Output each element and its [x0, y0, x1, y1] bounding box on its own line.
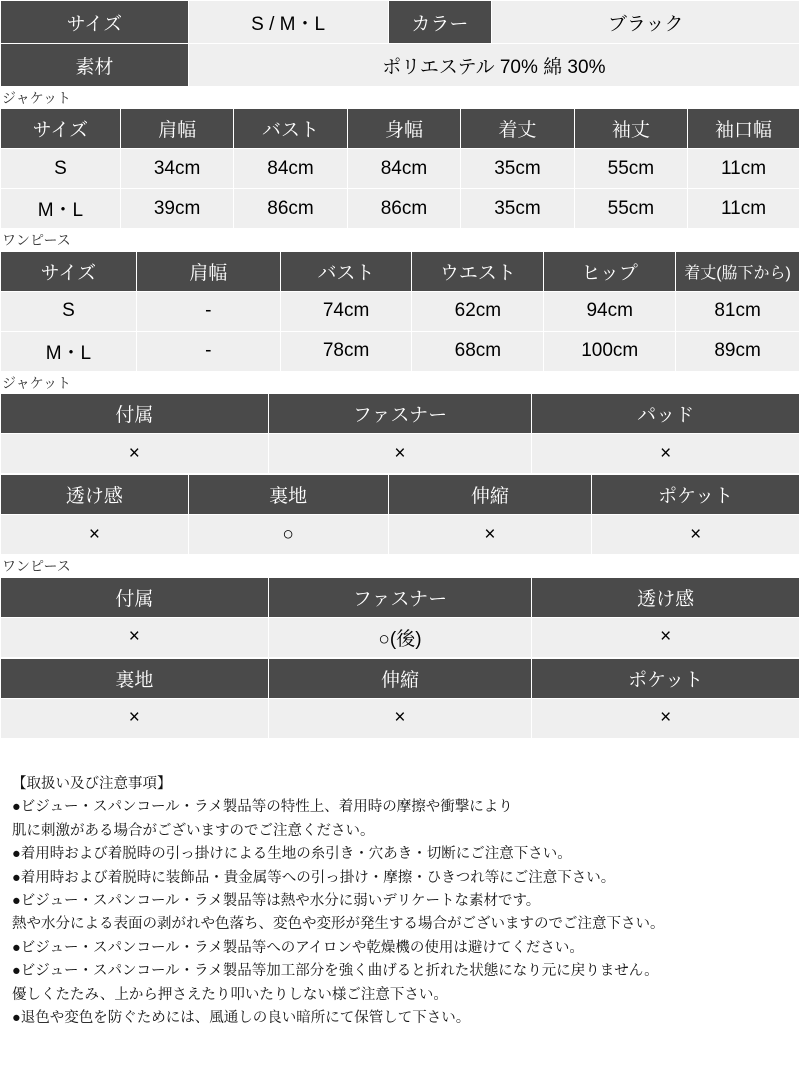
col-header: ファスナー	[268, 394, 532, 434]
jacket-spec-table	[0, 393, 800, 474]
col-header: ポケット	[532, 658, 800, 698]
table-row	[1, 291, 800, 331]
cell: 86cm	[234, 189, 347, 229]
table-row	[1, 189, 800, 229]
cell: 89cm	[676, 331, 800, 371]
table-row	[1, 577, 800, 617]
table-row	[1, 617, 800, 657]
care-note-line: ●ビジュー・スパンコール・ラメ製品等は熱や水分に弱いデリケートな素材です。	[12, 892, 541, 909]
col-header: 伸縮	[388, 475, 592, 515]
table-row	[1, 44, 800, 87]
jacket-spec-body-2	[1, 475, 800, 555]
care-note-line: ●着用時および着脱時に装飾品・貴金属等への引っ掛け・摩擦・ひきつれ等にご注意下さい。	[12, 869, 616, 886]
col-header: 身幅	[347, 109, 460, 149]
cell: 62cm	[412, 291, 544, 331]
onepiece-measurements-table	[0, 251, 800, 372]
size-header: サイズ	[1, 1, 189, 44]
table-row	[1, 1, 800, 44]
color-header: カラー	[388, 1, 492, 44]
jacket-measurements-table	[0, 108, 800, 229]
cell: ×	[1, 698, 269, 738]
material-header: 素材	[1, 44, 189, 87]
col-header: 肩幅	[136, 251, 280, 291]
col-header: 透け感	[532, 577, 800, 617]
cell: ×	[268, 434, 532, 474]
care-note-line: 肌に刺激がある場合がございますのでご注意ください。	[12, 822, 375, 839]
cell: ×	[532, 434, 800, 474]
col-header: ファスナー	[268, 577, 532, 617]
table-row	[1, 109, 800, 149]
care-note-line: ●ビジュー・スパンコール・ラメ製品等へのアイロンや乾燥機の使用は避けてください。	[12, 939, 584, 956]
col-header: バスト	[280, 251, 412, 291]
jacket-spec-label: ジャケット	[2, 374, 72, 391]
cell: 55cm	[574, 149, 687, 189]
table-row	[1, 658, 800, 698]
onepiece-measurements-body	[1, 251, 800, 371]
cell: -	[136, 291, 280, 331]
cell: 39cm	[120, 189, 233, 229]
table-row	[1, 475, 800, 515]
col-header: 肩幅	[120, 109, 233, 149]
table-row	[1, 698, 800, 738]
cell: ×	[532, 617, 800, 657]
col-header: 裏地	[1, 658, 269, 698]
table-row	[1, 394, 800, 434]
cell: 11cm	[688, 149, 800, 189]
col-header: 裏地	[188, 475, 388, 515]
col-header: ヒップ	[544, 251, 676, 291]
cell: ×	[268, 698, 532, 738]
care-note-line: 熱や水分による表面の剥がれや色落ち、変色や変形が発生する場合がございますのでご注意下さい。	[12, 916, 665, 933]
table-row	[1, 149, 800, 189]
table-row	[1, 434, 800, 474]
col-header: バスト	[234, 109, 347, 149]
basic-info-body	[1, 1, 800, 87]
col-header: 袖丈	[574, 109, 687, 149]
cell: 35cm	[461, 149, 574, 189]
cell: 74cm	[280, 291, 412, 331]
care-notes-title: 【取扱い及び注意事項】	[12, 775, 172, 792]
cell: ○	[188, 515, 388, 555]
care-note-line: 優しくたたみ、上から押さえたり叩いたりしない様ご注意下さい。	[12, 986, 448, 1003]
col-header: 着丈	[461, 109, 574, 149]
cell: 86cm	[347, 189, 460, 229]
cell: ×	[388, 515, 592, 555]
col-header: サイズ	[1, 251, 137, 291]
col-header: ウエスト	[412, 251, 544, 291]
onepiece-measurements-label: ワンピース	[2, 232, 71, 249]
cell: M・L	[1, 331, 137, 371]
onepiece-spec-body	[1, 577, 800, 657]
table-row	[1, 251, 800, 291]
col-header: 袖口幅	[688, 109, 800, 149]
care-notes	[0, 773, 800, 1031]
col-header: 付属	[1, 394, 269, 434]
table-row	[1, 515, 800, 555]
cell: 11cm	[688, 189, 800, 229]
onepiece-spec-table-2	[0, 658, 800, 739]
cell: 55cm	[574, 189, 687, 229]
jacket-measurements-body	[1, 109, 800, 229]
cell: ○(後)	[268, 617, 532, 657]
cell: 78cm	[280, 331, 412, 371]
care-note-line: ●ビジュー・スパンコール・ラメ製品等の特性上、着用時の摩擦や衝撃により	[12, 799, 513, 816]
cell: ×	[1, 617, 269, 657]
cell: ×	[1, 515, 189, 555]
cell: -	[136, 331, 280, 371]
jacket-measurements-label: ジャケット	[2, 90, 72, 106]
cell: 94cm	[544, 291, 676, 331]
onepiece-spec-table	[0, 577, 800, 658]
col-header: 着丈(脇下から)	[676, 251, 800, 291]
col-header: 伸縮	[268, 658, 532, 698]
col-header: サイズ	[1, 109, 121, 149]
table-row	[1, 331, 800, 371]
color-value: ブラック	[492, 1, 800, 44]
onepiece-spec-body-2	[1, 658, 800, 738]
cell: 35cm	[461, 189, 574, 229]
cell: M・L	[1, 189, 121, 229]
jacket-spec-body	[1, 394, 800, 474]
col-header: 透け感	[1, 475, 189, 515]
cell: 34cm	[120, 149, 233, 189]
cell: S	[1, 291, 137, 331]
care-note-line: ●着用時および着脱時の引っ掛けによる生地の糸引き・穴あき・切断にご注意下さい。	[12, 846, 572, 863]
size-value: S / M・L	[188, 1, 388, 44]
care-note-line: ●退色や変色を防ぐためには、風通しの良い暗所にて保管して下さい。	[12, 1010, 471, 1027]
cell: 100cm	[544, 331, 676, 371]
col-header: 付属	[1, 577, 269, 617]
jacket-spec-table-2	[0, 474, 800, 555]
col-header: パッド	[532, 394, 800, 434]
basic-info-table	[0, 0, 800, 87]
cell: 84cm	[234, 149, 347, 189]
col-header: ポケット	[592, 475, 800, 515]
cell: 84cm	[347, 149, 460, 189]
cell: ×	[532, 698, 800, 738]
material-value: ポリエステル 70% 綿 30%	[188, 44, 799, 87]
cell: ×	[592, 515, 800, 555]
care-note-line: ●ビジュー・スパンコール・ラメ製品等加工部分を強く曲げると折れた状態になり元に戻りません。	[12, 963, 659, 980]
cell: ×	[1, 434, 269, 474]
onepiece-spec-label: ワンピース	[2, 558, 71, 575]
cell: 81cm	[676, 291, 800, 331]
cell: S	[1, 149, 121, 189]
cell: 68cm	[412, 331, 544, 371]
